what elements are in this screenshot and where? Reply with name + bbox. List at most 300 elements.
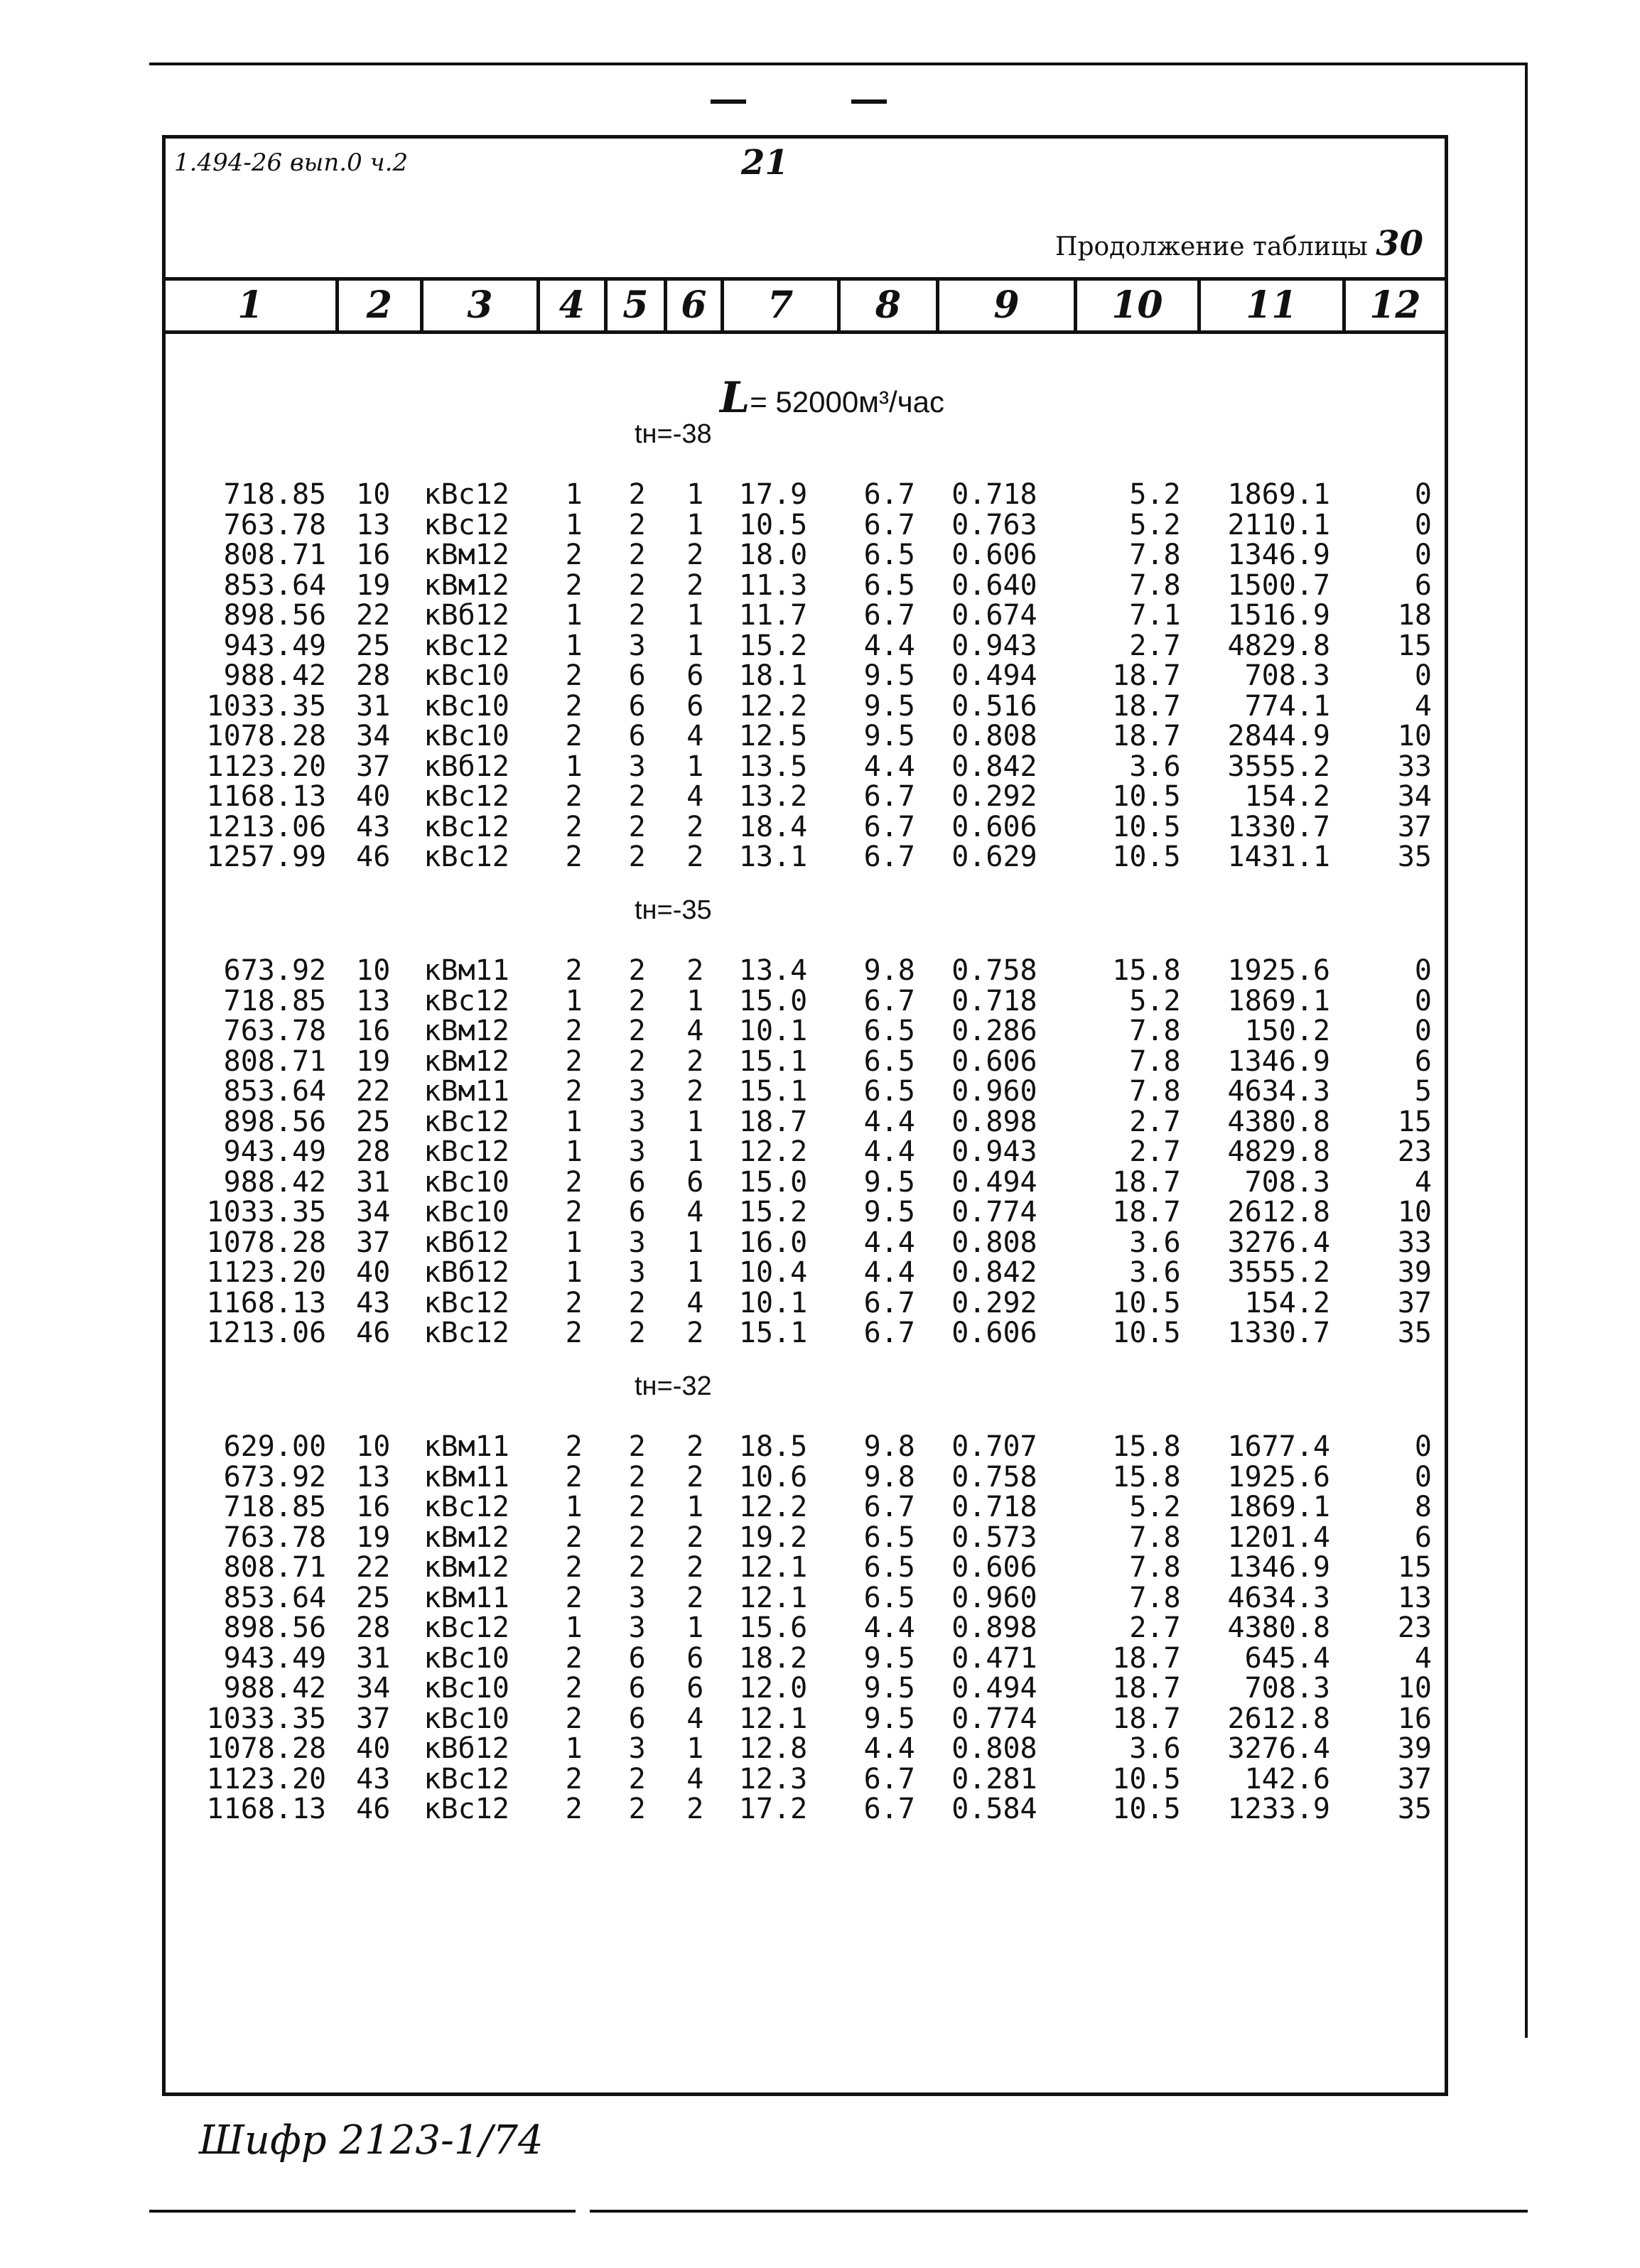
table-row — [166, 1167, 1445, 1198]
table-cell: 1078.28 — [206, 1226, 327, 1259]
table-cell: 0 — [1414, 1460, 1432, 1494]
table-cell: кВм11 — [424, 1581, 509, 1614]
table-cell: 4 — [686, 1015, 704, 1047]
column-number: 10 — [1077, 281, 1201, 330]
table-cell: 763.78 — [223, 1521, 327, 1554]
table-cell: 10.5 — [1112, 1762, 1181, 1796]
table-cell: 28 — [356, 1135, 391, 1168]
table-cell: 0 — [1414, 508, 1432, 541]
table-cell: 0.292 — [951, 1286, 1037, 1319]
table-cell: 5.2 — [1129, 508, 1181, 541]
table-cell: 4.4 — [863, 750, 915, 783]
table-cell: 15 — [1397, 1105, 1432, 1138]
table-row — [166, 1492, 1445, 1523]
table-cell: 2 — [686, 568, 704, 602]
table-cell: кВс10 — [424, 1165, 509, 1199]
table-cell: 3.6 — [1129, 1732, 1181, 1765]
table-cell: 1 — [686, 508, 704, 541]
table-cell: 718.85 — [223, 1491, 327, 1523]
section-title: tн=-35 — [635, 895, 712, 925]
bottom-rule — [149, 2210, 576, 2213]
table-cell: 25 — [356, 1105, 391, 1138]
table-cell: кВм11 — [424, 1460, 509, 1494]
table-cell: 2844.9 — [1227, 720, 1331, 752]
table-cell: 6 — [628, 1165, 646, 1199]
table-cell: кВс12 — [424, 1105, 509, 1138]
table-cell: 0.573 — [951, 1521, 1037, 1554]
table-cell: 1 — [686, 629, 704, 662]
table-cell: 1431.1 — [1227, 841, 1331, 873]
section-title: tн=-32 — [635, 1371, 712, 1401]
table-cell: 3 — [628, 1732, 646, 1765]
table-cell: кВс12 — [424, 478, 509, 511]
table-cell: 31 — [356, 689, 391, 723]
table-cell: 16 — [356, 1015, 391, 1047]
table-cell: 16 — [1397, 1702, 1432, 1735]
table-cell: 6.7 — [863, 810, 915, 843]
column-number: 7 — [724, 281, 841, 330]
table-cell: 5 — [1414, 1075, 1432, 1108]
table-cell: 9.5 — [863, 1702, 915, 1735]
table-cell: кВс12 — [424, 629, 509, 662]
column-number: 9 — [939, 281, 1077, 330]
table-cell: 1925.6 — [1227, 954, 1331, 987]
table-row — [166, 1794, 1445, 1825]
table-cell: 3 — [628, 750, 646, 783]
table-cell: 142.6 — [1244, 1762, 1331, 1796]
data-table — [166, 480, 1445, 873]
table-cell: кВм12 — [424, 539, 509, 571]
table-cell: 34 — [1397, 780, 1432, 813]
table-cell: 11.3 — [738, 568, 808, 602]
table-cell: 1213.06 — [206, 810, 327, 843]
table-cell: 9.5 — [863, 659, 915, 692]
table-cell: 943.49 — [223, 1641, 327, 1675]
table-cell: 4 — [686, 780, 704, 813]
table-cell: 4.4 — [863, 1256, 915, 1289]
table-cell: 3555.2 — [1227, 1256, 1331, 1289]
table-cell: кВс12 — [424, 1135, 509, 1168]
signature: Шифр 2123-1/74 — [199, 2117, 544, 2164]
table-cell: 2 — [686, 1581, 704, 1614]
table-row — [166, 1643, 1445, 1674]
table-cell: 4829.8 — [1227, 1135, 1331, 1168]
table-cell: 0.494 — [951, 1672, 1037, 1705]
table-row — [166, 1764, 1445, 1795]
table-cell: 37 — [1397, 1286, 1432, 1319]
table-cell: 19 — [356, 1044, 391, 1078]
table-cell: кВс12 — [424, 1286, 509, 1319]
table-cell: 12.5 — [738, 720, 808, 752]
table-cell: кВс10 — [424, 1702, 509, 1735]
table-cell: 2 — [628, 1762, 646, 1796]
table-cell: 1 — [686, 599, 704, 632]
table-row — [166, 510, 1445, 541]
table-cell: 0.898 — [951, 1611, 1037, 1644]
table-row — [166, 1673, 1445, 1704]
table-cell: 4.4 — [863, 629, 915, 662]
table-cell: 13.5 — [738, 750, 808, 783]
table-row — [166, 1318, 1445, 1349]
table-cell: 6.7 — [863, 1793, 915, 1825]
table-row — [166, 782, 1445, 812]
table-cell: 4.4 — [863, 1226, 915, 1259]
table-cell: 0.960 — [951, 1581, 1037, 1614]
table-cell: 154.2 — [1244, 1286, 1331, 1319]
table-cell: 7.8 — [1129, 1551, 1181, 1584]
table-cell: 6.5 — [863, 1521, 915, 1554]
table-cell: 18.7 — [1112, 720, 1181, 752]
table-cell: 0.606 — [951, 1317, 1037, 1349]
table-cell: 37 — [1397, 1762, 1432, 1796]
table-row — [166, 1704, 1445, 1734]
table-cell: 43 — [356, 1762, 391, 1796]
table-cell: 31 — [356, 1165, 391, 1199]
table-cell: 0.494 — [951, 1165, 1037, 1199]
table-cell: 6.7 — [863, 984, 915, 1017]
table-cell: 37 — [356, 1702, 391, 1735]
table-cell: 15.2 — [738, 629, 808, 662]
table-cell: 2 — [628, 1793, 646, 1825]
column-number: 8 — [841, 281, 939, 330]
table-cell: 0.718 — [951, 984, 1037, 1017]
table-cell: 6.5 — [863, 1015, 915, 1047]
table-cell: 12.3 — [738, 1762, 808, 1796]
table-cell: 6 — [1414, 1521, 1432, 1554]
table-cell: 4.4 — [863, 1105, 915, 1138]
table-cell: 17.2 — [738, 1793, 808, 1825]
table-row — [166, 752, 1445, 782]
table-cell: кВб12 — [424, 599, 509, 632]
table-cell: 0.606 — [951, 1044, 1037, 1078]
table-cell: 1 — [686, 750, 704, 783]
table-cell: 37 — [1397, 810, 1432, 843]
table-cell: 6.5 — [863, 568, 915, 602]
table-cell: кВс12 — [424, 1762, 509, 1796]
table-cell: 3.6 — [1129, 750, 1181, 783]
header-dash — [711, 99, 746, 104]
table-cell: 2 — [565, 1672, 583, 1705]
table-cell: 9.8 — [863, 954, 915, 987]
table-cell: 2.7 — [1129, 1105, 1181, 1138]
table-cell: 2.7 — [1129, 629, 1181, 662]
table-cell: 2 — [686, 954, 704, 987]
table-cell: 18.7 — [1112, 1165, 1181, 1199]
table-cell: 5.2 — [1129, 478, 1181, 511]
table-cell: кВс10 — [424, 659, 509, 692]
table-row — [166, 812, 1445, 843]
table-cell: 3 — [628, 1611, 646, 1644]
table-cell: 15.1 — [738, 1044, 808, 1078]
table-cell: 5.2 — [1129, 984, 1181, 1017]
table-cell: 43 — [356, 810, 391, 843]
table-cell: 10.5 — [1112, 841, 1181, 873]
flow-symbol: L — [720, 373, 750, 423]
table-cell: 7.8 — [1129, 568, 1181, 602]
table-cell: кВс12 — [424, 1611, 509, 1644]
table-cell: 22 — [356, 1551, 391, 1584]
bottom-rule — [590, 2210, 1528, 2213]
table-cell: 1 — [686, 1105, 704, 1138]
table-cell: 7.8 — [1129, 1581, 1181, 1614]
table-cell: 4 — [686, 720, 704, 752]
table-cell: кВс12 — [424, 1491, 509, 1523]
table-cell: 1257.99 — [206, 841, 327, 873]
table-cell: 1168.13 — [206, 1793, 327, 1825]
table-row — [166, 1258, 1445, 1288]
table-cell: 10.1 — [738, 1015, 808, 1047]
table-cell: 18.1 — [738, 659, 808, 692]
data-table — [166, 956, 1445, 1349]
table-cell: 15.0 — [738, 984, 808, 1017]
table-cell: 13 — [1397, 1581, 1432, 1614]
table-cell: 0.281 — [951, 1762, 1037, 1796]
table-cell: 10.5 — [1112, 780, 1181, 813]
table-row — [166, 1047, 1445, 1077]
table-cell: кВс10 — [424, 1641, 509, 1675]
table-cell: 31 — [356, 1641, 391, 1675]
table-cell: 0 — [1414, 1015, 1432, 1047]
table-cell: 0.808 — [951, 1226, 1037, 1259]
table-cell: 12.8 — [738, 1732, 808, 1765]
table-cell: 6 — [686, 1165, 704, 1199]
table-cell: 9.8 — [863, 1460, 915, 1494]
table-cell: 2 — [565, 780, 583, 813]
table-cell: 0.943 — [951, 629, 1037, 662]
table-cell: 1 — [565, 750, 583, 783]
table-cell: 6 — [628, 720, 646, 752]
table-cell: 28 — [356, 659, 391, 692]
table-cell: 0 — [1414, 1430, 1432, 1463]
table-cell: 2 — [628, 954, 646, 987]
table-cell: 40 — [356, 780, 391, 813]
table-cell: 2 — [565, 659, 583, 692]
table-cell: кВс10 — [424, 1672, 509, 1705]
table-cell: 25 — [356, 1581, 391, 1614]
doc-code: 1.494-26 вып.0 ч.2 — [174, 148, 409, 177]
table-cell: 0.494 — [951, 659, 1037, 692]
table-row — [166, 661, 1445, 691]
table-cell: 1 — [565, 478, 583, 511]
table-cell: 2 — [565, 954, 583, 987]
table-cell: кВс12 — [424, 984, 509, 1017]
table-cell: 0.718 — [951, 478, 1037, 511]
table-cell: 17.9 — [738, 478, 808, 511]
table-cell: 18.7 — [1112, 1641, 1181, 1675]
table-cell: 7.8 — [1129, 539, 1181, 571]
table-cell: 1 — [565, 508, 583, 541]
table-cell: 4 — [1414, 689, 1432, 723]
table-cell: 853.64 — [223, 568, 327, 602]
table-cell: 2 — [628, 984, 646, 1017]
table-cell: 37 — [356, 1226, 391, 1259]
table-cell: 23 — [1397, 1611, 1432, 1644]
table-cell: 2 — [686, 1044, 704, 1078]
table-cell: 1330.7 — [1227, 1317, 1331, 1349]
table-cell: 10.5 — [738, 508, 808, 541]
table-cell: 33 — [1397, 1226, 1432, 1259]
table-cell: 10.5 — [1112, 1793, 1181, 1825]
table-cell: 1033.35 — [206, 1702, 327, 1735]
table-cell: 1 — [565, 1611, 583, 1644]
table-cell: 10 — [1397, 1196, 1432, 1228]
table-cell: 0 — [1414, 954, 1432, 987]
table-cell: 1213.06 — [206, 1317, 327, 1349]
table-cell: 3 — [628, 1075, 646, 1108]
table-cell: 0.606 — [951, 810, 1037, 843]
table-cell: 16 — [356, 1491, 391, 1523]
table-cell: 3 — [628, 1135, 646, 1168]
table-cell: 6.7 — [863, 1491, 915, 1523]
table-cell: 0.292 — [951, 780, 1037, 813]
table-cell: 2 — [628, 780, 646, 813]
table-cell: 34 — [356, 1672, 391, 1705]
table-cell: 9.8 — [863, 1430, 915, 1463]
table-cell: 0.674 — [951, 599, 1037, 632]
table-row — [166, 1523, 1445, 1553]
table-cell: 673.92 — [223, 1460, 327, 1494]
table-cell: 15.6 — [738, 1611, 808, 1644]
table-cell: 6 — [628, 1672, 646, 1705]
table-cell: 4380.8 — [1227, 1611, 1331, 1644]
table-cell: 6 — [628, 1641, 646, 1675]
table-cell: 35 — [1397, 1317, 1432, 1349]
table-cell: 1 — [565, 1226, 583, 1259]
table-row — [166, 631, 1445, 662]
table-cell: 1 — [686, 1611, 704, 1644]
table-row — [166, 1197, 1445, 1228]
table-cell: 10.6 — [738, 1460, 808, 1494]
table-cell: 1 — [565, 984, 583, 1017]
table-cell: 6 — [686, 1641, 704, 1675]
table-cell: 2 — [565, 1286, 583, 1319]
table-cell: 15.8 — [1112, 954, 1181, 987]
table-cell: 2 — [565, 841, 583, 873]
table-cell: кВс10 — [424, 1196, 509, 1228]
table-cell: 9.5 — [863, 1196, 915, 1228]
column-number: 1 — [166, 281, 339, 330]
table-cell: 1925.6 — [1227, 1460, 1331, 1494]
table-row — [166, 721, 1445, 752]
table-cell: 2110.1 — [1227, 508, 1331, 541]
table-cell: 2 — [565, 1196, 583, 1228]
table-cell: 0.774 — [951, 1196, 1037, 1228]
table-cell: 3 — [628, 1256, 646, 1289]
table-cell: 7.8 — [1129, 1075, 1181, 1108]
table-cell: 11.7 — [738, 599, 808, 632]
table-cell: 6.7 — [863, 508, 915, 541]
table-cell: 898.56 — [223, 599, 327, 632]
column-number: 4 — [540, 281, 607, 330]
table-cell: 1 — [686, 1135, 704, 1168]
table-cell: 1201.4 — [1227, 1521, 1331, 1554]
table-cell: 2 — [628, 539, 646, 571]
table-cell: 18.0 — [738, 539, 808, 571]
table-cell: 2 — [628, 1551, 646, 1584]
table-row — [166, 1107, 1445, 1138]
table-cell: 12.1 — [738, 1702, 808, 1735]
table-cell: 4 — [686, 1286, 704, 1319]
table-cell: 853.64 — [223, 1581, 327, 1614]
table-cell: 763.78 — [223, 508, 327, 541]
table-cell: 0.763 — [951, 508, 1037, 541]
table-row — [166, 600, 1445, 631]
table-cell: 4634.3 — [1227, 1581, 1331, 1614]
table-cell: 10.1 — [738, 1286, 808, 1319]
table-cell: 1869.1 — [1227, 478, 1331, 511]
table-cell: 2612.8 — [1227, 1196, 1331, 1228]
table-cell: 6.7 — [863, 599, 915, 632]
table-cell: 2 — [565, 1702, 583, 1735]
table-cell: 718.85 — [223, 984, 327, 1017]
table-cell: 0.471 — [951, 1641, 1037, 1675]
table-cell: 6 — [686, 689, 704, 723]
table-row — [166, 1228, 1445, 1258]
table-cell: 943.49 — [223, 629, 327, 662]
table-cell: 2 — [686, 1793, 704, 1825]
table-cell: 3555.2 — [1227, 750, 1331, 783]
table-cell: 1033.35 — [206, 689, 327, 723]
table-cell: 0.943 — [951, 1135, 1037, 1168]
table-cell: 1 — [686, 1226, 704, 1259]
table-cell: 2 — [686, 841, 704, 873]
table-cell: 8 — [1414, 1491, 1432, 1523]
table-cell: 1 — [686, 478, 704, 511]
table-cell: кВм12 — [424, 1551, 509, 1584]
table-row — [166, 956, 1445, 986]
table-cell: 1033.35 — [206, 1196, 327, 1228]
table-cell: 10 — [356, 954, 391, 987]
table-cell: 18.7 — [1112, 1672, 1181, 1705]
column-number: 6 — [667, 281, 724, 330]
table-cell: 1346.9 — [1227, 1551, 1331, 1584]
table-cell: 708.3 — [1244, 1165, 1331, 1199]
table-cell: 988.42 — [223, 1165, 327, 1199]
table-cell: 6 — [686, 1672, 704, 1705]
table-cell: 0.842 — [951, 1256, 1037, 1289]
table-cell: 9.5 — [863, 720, 915, 752]
table-cell: 2 — [686, 1075, 704, 1108]
table-cell: 2 — [565, 1793, 583, 1825]
table-cell: 2 — [565, 720, 583, 752]
table-cell: 1677.4 — [1227, 1430, 1331, 1463]
table-cell: 3.6 — [1129, 1226, 1181, 1259]
table-cell: 0 — [1414, 478, 1432, 511]
table-cell: 35 — [1397, 841, 1432, 873]
table-cell: кВс12 — [424, 1793, 509, 1825]
table-cell: 1 — [686, 984, 704, 1017]
continuation-label — [1055, 224, 1423, 264]
table-cell: 3276.4 — [1227, 1732, 1331, 1765]
table-cell: 2 — [686, 1521, 704, 1554]
table-cell: 6.5 — [863, 1551, 915, 1584]
table-cell: 2 — [565, 1317, 583, 1349]
table-cell: 7.1 — [1129, 599, 1181, 632]
table-cell: кВб12 — [424, 750, 509, 783]
table-cell: 13.1 — [738, 841, 808, 873]
table-cell: 2 — [686, 1430, 704, 1463]
table-cell: 6.5 — [863, 539, 915, 571]
table-cell: 0.584 — [951, 1793, 1037, 1825]
table-cell: 6 — [628, 1196, 646, 1228]
table-row — [166, 1137, 1445, 1167]
table-cell: 0.898 — [951, 1105, 1037, 1138]
table-cell: 18.7 — [1112, 1702, 1181, 1735]
table-cell: 0.516 — [951, 689, 1037, 723]
table-cell: 18.4 — [738, 810, 808, 843]
table-cell: 3.6 — [1129, 1256, 1181, 1289]
table-cell: 13 — [356, 984, 391, 1017]
